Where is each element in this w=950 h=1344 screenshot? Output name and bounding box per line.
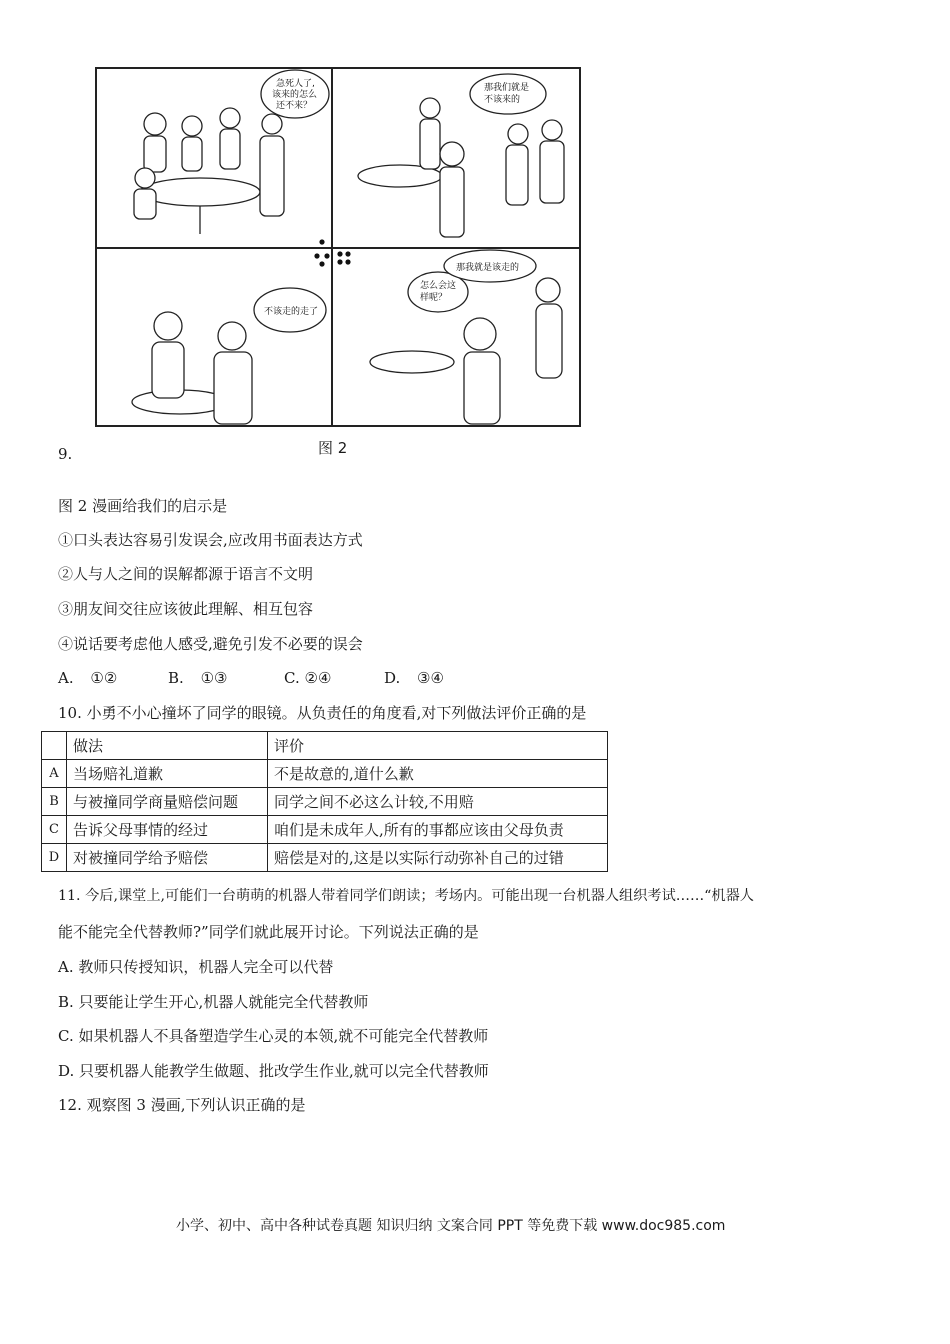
table-row[interactable]	[42, 844, 608, 872]
choice-letter: A.	[58, 669, 74, 687]
row-letter: B	[42, 788, 67, 816]
q11-stem-line-1: 11. 今后,课堂上,可能们一台萌萌的机器人带着同学们朗读；考场内。可能出现一台机器人组织考试……“机器人	[58, 888, 754, 904]
bubble-4-line-1: 怎么会这	[420, 281, 457, 291]
header-cell: 做法	[67, 732, 268, 760]
choice-text: ①③	[200, 669, 228, 687]
page-footer[interactable]: 小学、初中、高中各种试卷真题 知识归纳 文案合同 PPT 等免费下载 www.doc985.com	[176, 1218, 726, 1234]
row-action: 对被撞同学给予赔偿	[67, 844, 268, 872]
q9-stem: 图 2 漫画给我们的启示是	[58, 497, 228, 515]
q9-choice-d[interactable]	[384, 668, 444, 688]
person-figure	[464, 278, 562, 424]
choice-letter: B.	[168, 669, 184, 687]
table-shape	[140, 178, 260, 206]
q11-stem-line-2: 能不能完全代替教师?”同学们就此展开讨论。下列说法正确的是	[58, 923, 479, 941]
table-row[interactable]	[42, 788, 608, 816]
q11-option-a[interactable]: A. 教师只传授知识，机器人完全可以代替	[58, 958, 334, 976]
q11-option-b[interactable]: B. 只要能让学生开心,机器人就能完全代替教师	[58, 993, 369, 1011]
comic-panel-4	[370, 250, 562, 424]
table-header-row	[42, 732, 608, 760]
q12-stem: 12. 观察图 3 漫画,下列认识正确的是	[58, 1096, 306, 1114]
header-cell: 评价	[268, 732, 608, 760]
q9-item-3: ③朋友间交往应该彼此理解、相互包容	[58, 600, 314, 618]
row-action: 当场赔礼道歉	[67, 760, 268, 788]
bubble-5-text: 那我就是该走的	[456, 263, 520, 273]
comic-panel-3	[132, 288, 326, 424]
comic-panel-1	[134, 70, 329, 234]
row-action: 与被撞同学商量赔偿问题	[67, 788, 268, 816]
row-letter: A	[42, 760, 67, 788]
table-shape	[370, 351, 454, 373]
q9-item-4: ④说话要考虑他人感受,避免引发不必要的误会	[58, 635, 363, 653]
q9-number: 9.	[58, 445, 73, 463]
evaluation-table	[41, 731, 608, 872]
row-evaluation: 不是故意的,道什么歉	[268, 760, 608, 788]
choice-text: ③④	[417, 669, 444, 687]
bubble-2-line-2: 不该来的	[484, 95, 521, 105]
q9-item-2: ②人与人之间的误解都源于语言不文明	[58, 565, 314, 583]
q9-choice-c[interactable]	[284, 668, 331, 688]
q10-stem: 10. 小勇不小心撞坏了同学的眼镜。从负责任的角度看,对下列做法评价正确的是	[58, 704, 587, 722]
speech-bubble-2	[470, 74, 546, 114]
bubble-4-line-2: 样呢？	[420, 293, 448, 303]
header-cell	[42, 732, 67, 760]
q9-choice-b[interactable]	[168, 668, 227, 688]
person-figure	[420, 98, 564, 237]
row-letter: C	[42, 816, 67, 844]
bubble-3-text: 不该走的走了	[264, 307, 319, 317]
q9-item-1: ①口头表达容易引发误会,应改用书面表达方式	[58, 531, 363, 549]
row-evaluation: 同学之间不必这么计较,不用赔	[268, 788, 608, 816]
bubble-1-line-1: 急死人了,	[276, 79, 315, 89]
bubble-2-line-1: 那我们就是	[484, 83, 530, 93]
choice-letter: C.	[284, 669, 300, 687]
row-evaluation: 赔偿是对的,这是以实际行动弥补自己的过错	[268, 844, 608, 872]
row-evaluation: 咱们是未成年人,所有的事都应该由父母负责	[268, 816, 608, 844]
q11-option-d[interactable]: D. 只要机器人能教学生做题、批改学生作业,就可以完全代替教师	[58, 1062, 489, 1080]
bubble-1-line-2: 该来的怎么	[272, 90, 318, 100]
comic-panel-2	[358, 74, 564, 237]
choice-text: ②④	[304, 669, 332, 687]
bubble-1-line-3: 还不来？	[276, 101, 313, 111]
row-action: 告诉父母事情的经过	[67, 816, 268, 844]
choice-letter: D.	[384, 669, 401, 687]
table-row[interactable]	[42, 816, 608, 844]
figure-label: 图 2	[318, 439, 348, 457]
q11-option-c[interactable]: C. 如果机器人不具备塑造学生心灵的本领,就不可能完全代替教师	[58, 1027, 489, 1045]
table-row[interactable]	[42, 760, 608, 788]
row-letter: D	[42, 844, 67, 872]
q9-choice-a[interactable]	[58, 668, 117, 688]
comic-figure	[90, 64, 586, 432]
choice-text: ①②	[90, 669, 118, 687]
